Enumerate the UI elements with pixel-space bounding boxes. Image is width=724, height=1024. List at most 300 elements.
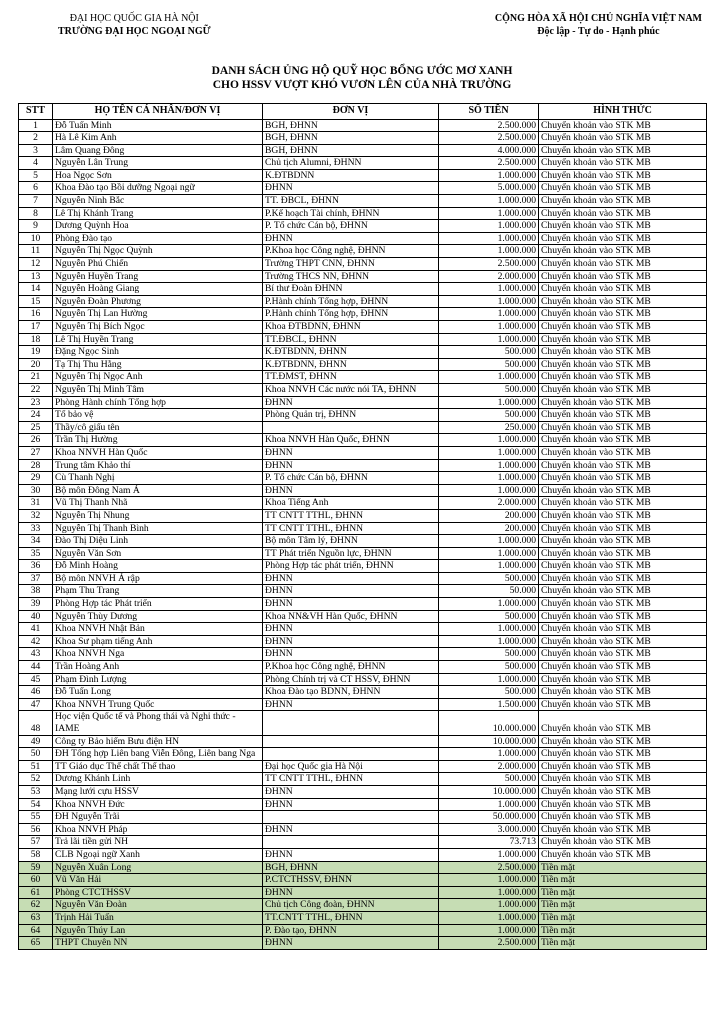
- cell-method: Chuyển khoản vào STK MB: [539, 572, 707, 585]
- table-row: [19, 157, 707, 170]
- table-row: [19, 333, 707, 346]
- cell-name: Khoa Sư phạm tiếng Anh: [53, 635, 263, 648]
- cell-name: Tổ bảo vệ: [53, 409, 263, 422]
- cell-method: Chuyển khoản vào STK MB: [539, 547, 707, 560]
- table-row: [19, 661, 707, 674]
- cell-stt: 10: [19, 232, 53, 245]
- cell-name: Nguyễn Thị Minh Tâm: [53, 383, 263, 396]
- cell-amount: 1.000.000: [439, 924, 539, 937]
- cell-unit: Trường THPT CNN, ĐHNN: [263, 258, 439, 271]
- national-title: CỘNG HÒA XÃ HỘI CHỦ NGHĨA VIỆT NAM: [494, 13, 702, 24]
- cell-unit: TT.CNTT TTHL, ĐHNN: [263, 911, 439, 924]
- table-row: [19, 308, 707, 321]
- cell-method: Chuyển khoản vào STK MB: [539, 748, 707, 761]
- cell-method: Chuyển khoản vào STK MB: [539, 735, 707, 748]
- cell-name: Vũ Thị Thanh Nhã: [53, 497, 263, 510]
- cell-name: Nguyễn Thị Ngọc Anh: [53, 371, 263, 384]
- cell-stt: 40: [19, 610, 53, 623]
- table-row: [19, 635, 707, 648]
- table-row: [19, 686, 707, 699]
- table-row: [19, 547, 707, 560]
- cell-stt: 20: [19, 358, 53, 371]
- table-row: [19, 748, 707, 761]
- table-row: [19, 207, 707, 220]
- cell-method: Chuyển khoản vào STK MB: [539, 119, 707, 132]
- cell-unit: Khoa NNVH Các nước nói TA, ĐHNN: [263, 383, 439, 396]
- cell-name: Đào Thị Diệu Linh: [53, 535, 263, 548]
- table-row: [19, 509, 707, 522]
- cell-name: Khoa NNVH Trung Quốc: [53, 698, 263, 711]
- cell-stt: 18: [19, 333, 53, 346]
- cell-stt: 17: [19, 321, 53, 334]
- cell-amount: 1.000.000: [439, 295, 539, 308]
- cell-amount: 1.000.000: [439, 484, 539, 497]
- cell-stt: 59: [19, 861, 53, 874]
- cell-amount: 1.000.000: [439, 635, 539, 648]
- cell-method: Chuyển khoản vào STK MB: [539, 333, 707, 346]
- cell-name: Khoa NNVH Pháp: [53, 823, 263, 836]
- cell-stt: 53: [19, 785, 53, 798]
- table-row: [19, 434, 707, 447]
- cell-name: Thầy/cô giấu tên: [53, 421, 263, 434]
- table-row: [19, 446, 707, 459]
- cell-amount: 73.713: [439, 836, 539, 849]
- table-row: [19, 924, 707, 937]
- cell-method: Chuyển khoản vào STK MB: [539, 409, 707, 422]
- cell-amount: 200.000: [439, 522, 539, 535]
- cell-unit: ĐHNN: [263, 446, 439, 459]
- cell-name: Nguyễn Văn Sơn: [53, 547, 263, 560]
- cell-amount: 1.000.000: [439, 560, 539, 573]
- page-title: [0, 65, 724, 92]
- cell-method: Chuyển khoản vào STK MB: [539, 220, 707, 233]
- cell-method: Chuyển khoản vào STK MB: [539, 295, 707, 308]
- cell-unit: Trường THCS NN, ĐHNN: [263, 270, 439, 283]
- cell-amount: 10.000.000: [439, 735, 539, 748]
- cell-name: Công ty Bảo hiểm Bưu điện HN: [53, 735, 263, 748]
- cell-amount: 2.500.000: [439, 132, 539, 145]
- table-row: [19, 459, 707, 472]
- cell-name: Khoa NNVH Nhật Bản: [53, 623, 263, 636]
- cell-unit: Phòng Quản trị, ĐHNN: [263, 409, 439, 422]
- cell-amount: 500.000: [439, 358, 539, 371]
- cell-unit: TT CNTT TTHL, ĐHNN: [263, 509, 439, 522]
- cell-method: Chuyển khoản vào STK MB: [539, 522, 707, 535]
- cell-method: Chuyển khoản vào STK MB: [539, 144, 707, 157]
- cell-method: Chuyển khoản vào STK MB: [539, 195, 707, 208]
- cell-unit: Khoa NN&VH Hàn Quốc, ĐHNN: [263, 610, 439, 623]
- cell-name: Nguyễn Thị Thanh Bình: [53, 522, 263, 535]
- cell-amount: 2.000.000: [439, 497, 539, 510]
- table-row: [19, 899, 707, 912]
- cell-name: Nguyễn Thị Bích Ngọc: [53, 321, 263, 334]
- cell-unit: ĐHNN: [263, 937, 439, 950]
- cell-stt: 55: [19, 811, 53, 824]
- table-row: [19, 785, 707, 798]
- cell-method: Chuyển khoản vào STK MB: [539, 798, 707, 811]
- cell-name: Nguyễn Lân Trung: [53, 157, 263, 170]
- cell-amount: 1.000.000: [439, 798, 539, 811]
- header-row: [19, 104, 707, 120]
- cell-amount: 500.000: [439, 409, 539, 422]
- cell-name: Lê Thị Huyền Trang: [53, 333, 263, 346]
- cell-stt: 2: [19, 132, 53, 145]
- cell-name: Nguyễn Thị Lan Hường: [53, 308, 263, 321]
- cell-stt: 35: [19, 547, 53, 560]
- table-row: [19, 346, 707, 359]
- cell-unit: ĐHNN: [263, 635, 439, 648]
- cell-amount: 1.000.000: [439, 748, 539, 761]
- column-header-amount: SỐ TIỀN: [439, 104, 539, 120]
- cell-name: Nguyễn Thùy Dương: [53, 610, 263, 623]
- table-row: [19, 773, 707, 786]
- cell-unit: Chủ tịch Alumni, ĐHNN: [263, 157, 439, 170]
- cell-method: Chuyển khoản vào STK MB: [539, 760, 707, 773]
- cell-amount: 1.000.000: [439, 371, 539, 384]
- cell-method: Tiền mặt: [539, 924, 707, 937]
- cell-amount: 50.000: [439, 585, 539, 598]
- cell-unit: Bí thư Đoàn ĐHNN: [263, 283, 439, 296]
- cell-stt: 12: [19, 258, 53, 271]
- cell-stt: 34: [19, 535, 53, 548]
- cell-unit: [263, 735, 439, 748]
- cell-amount: 1.000.000: [439, 195, 539, 208]
- issuer-parent: ĐẠI HỌC QUỐC GIA HÀ NỘI: [69, 13, 199, 24]
- cell-unit: P. Tổ chức Cán bộ, ĐHNN: [263, 220, 439, 233]
- cell-method: Chuyển khoản vào STK MB: [539, 459, 707, 472]
- table-row: [19, 421, 707, 434]
- cell-method: Chuyển khoản vào STK MB: [539, 610, 707, 623]
- cell-amount: 500.000: [439, 610, 539, 623]
- cell-method: Chuyển khoản vào STK MB: [539, 686, 707, 699]
- table-row: [19, 522, 707, 535]
- table-row: [19, 232, 707, 245]
- cell-unit: ĐHNN: [263, 182, 439, 195]
- table-row: [19, 911, 707, 924]
- cell-stt: 41: [19, 623, 53, 636]
- cell-unit: P. Đào tạo, ĐHNN: [263, 924, 439, 937]
- cell-method: Chuyển khoản vào STK MB: [539, 673, 707, 686]
- cell-unit: ĐHNN: [263, 484, 439, 497]
- cell-name: TT Giáo dục Thể chất Thể thao: [53, 760, 263, 773]
- cell-amount: 1.000.000: [439, 333, 539, 346]
- cell-unit: P.Khoa học Công nghệ, ĐHNN: [263, 661, 439, 674]
- cell-unit: P.Kế hoạch Tài chính, ĐHNN: [263, 207, 439, 220]
- cell-amount: 2.500.000: [439, 157, 539, 170]
- cell-method: Chuyển khoản vào STK MB: [539, 232, 707, 245]
- cell-stt: 32: [19, 509, 53, 522]
- cell-stt: 25: [19, 421, 53, 434]
- table-row: [19, 711, 707, 735]
- cell-method: Chuyển khoản vào STK MB: [539, 836, 707, 849]
- table-row: [19, 572, 707, 585]
- cell-unit: BGH, ĐHNN: [263, 861, 439, 874]
- cell-stt: 56: [19, 823, 53, 836]
- cell-method: Chuyển khoản vào STK MB: [539, 535, 707, 548]
- cell-amount: 500.000: [439, 383, 539, 396]
- cell-stt: 22: [19, 383, 53, 396]
- cell-unit: ĐHNN: [263, 785, 439, 798]
- table-row: [19, 585, 707, 598]
- cell-method: Chuyển khoản vào STK MB: [539, 446, 707, 459]
- cell-unit: [263, 836, 439, 849]
- cell-method: Chuyển khoản vào STK MB: [539, 371, 707, 384]
- cell-method: Chuyển khoản vào STK MB: [539, 245, 707, 258]
- cell-method: Chuyển khoản vào STK MB: [539, 169, 707, 182]
- cell-stt: 7: [19, 195, 53, 208]
- page-title-line-1: DANH SÁCH ỦNG HỘ QUỸ HỌC BỔNG ƯỚC MƠ XANH: [211, 65, 513, 77]
- cell-amount: 1.000.000: [439, 321, 539, 334]
- cell-amount: 3.000.000: [439, 823, 539, 836]
- cell-amount: 1.000.000: [439, 308, 539, 321]
- cell-stt: 54: [19, 798, 53, 811]
- cell-amount: 2.500.000: [439, 258, 539, 271]
- donor-table-body: [19, 119, 707, 949]
- cell-stt: 16: [19, 308, 53, 321]
- cell-name: Bộ môn Đông Nam Á: [53, 484, 263, 497]
- cell-amount: 2.000.000: [439, 760, 539, 773]
- cell-name: Phạm Đình Lượng: [53, 673, 263, 686]
- cell-name: Khoa Đào tạo Bồi dưỡng Ngoại ngữ: [53, 182, 263, 195]
- cell-unit: ĐHNN: [263, 623, 439, 636]
- cell-method: Chuyển khoản vào STK MB: [539, 560, 707, 573]
- cell-unit: [263, 811, 439, 824]
- cell-unit: K.ĐTBDNN, ĐHNN: [263, 346, 439, 359]
- cell-amount: 5.000.000: [439, 182, 539, 195]
- cell-stt: 39: [19, 598, 53, 611]
- cell-stt: 43: [19, 648, 53, 661]
- cell-stt: 44: [19, 661, 53, 674]
- page-title-line-2: CHO HSSV VƯỢT KHÓ VƯƠN LÊN CỦA NHÀ TRƯỜNG: [212, 78, 512, 91]
- cell-name: Bộ môn NNVH Ả rập: [53, 572, 263, 585]
- cell-stt: 52: [19, 773, 53, 786]
- cell-amount: 500.000: [439, 346, 539, 359]
- cell-name: Lê Thị Khánh Trang: [53, 207, 263, 220]
- cell-amount: 4.000.000: [439, 144, 539, 157]
- cell-unit: Đại học Quốc gia Hà Nội: [263, 760, 439, 773]
- cell-amount: 1.000.000: [439, 547, 539, 560]
- cell-stt: 57: [19, 836, 53, 849]
- cell-method: Chuyển khoản vào STK MB: [539, 711, 707, 735]
- cell-name: Phòng CTCTHSSV: [53, 886, 263, 899]
- cell-name: Đỗ Tuấn Minh: [53, 119, 263, 132]
- cell-name: ĐH Tổng hợp Liên bang Viễn Đông, Liên bang Nga: [53, 748, 263, 761]
- cell-amount: 1.000.000: [439, 459, 539, 472]
- cell-amount: 500.000: [439, 648, 539, 661]
- cell-unit: TT.ĐBCL, ĐHNN: [263, 333, 439, 346]
- table-row: [19, 321, 707, 334]
- cell-method: Chuyển khoản vào STK MB: [539, 823, 707, 836]
- cell-stt: 51: [19, 760, 53, 773]
- cell-amount: 1.000.000: [439, 446, 539, 459]
- cell-unit: [263, 711, 439, 735]
- cell-stt: 58: [19, 848, 53, 861]
- cell-method: Chuyển khoản vào STK MB: [539, 434, 707, 447]
- cell-method: Tiền mặt: [539, 911, 707, 924]
- cell-stt: 9: [19, 220, 53, 233]
- table-row: [19, 811, 707, 824]
- document-header: [0, 13, 724, 38]
- cell-method: Tiền mặt: [539, 861, 707, 874]
- cell-amount: 1.000.000: [439, 232, 539, 245]
- cell-stt: 11: [19, 245, 53, 258]
- cell-stt: 8: [19, 207, 53, 220]
- national-motto-block: [495, 13, 702, 38]
- table-row: [19, 169, 707, 182]
- column-header-unit: ĐƠN VỊ: [263, 104, 439, 120]
- cell-stt: 46: [19, 686, 53, 699]
- cell-method: Chuyển khoản vào STK MB: [539, 598, 707, 611]
- cell-method: Chuyển khoản vào STK MB: [539, 321, 707, 334]
- cell-name: Nguyễn Huyền Trang: [53, 270, 263, 283]
- cell-method: Tiền mặt: [539, 886, 707, 899]
- cell-amount: 200.000: [439, 509, 539, 522]
- cell-name: Trịnh Hải Tuấn: [53, 911, 263, 924]
- cell-amount: 2.500.000: [439, 119, 539, 132]
- cell-stt: 24: [19, 409, 53, 422]
- cell-unit: ĐHNN: [263, 823, 439, 836]
- donor-table: [18, 103, 707, 950]
- cell-stt: 14: [19, 283, 53, 296]
- cell-method: Chuyển khoản vào STK MB: [539, 635, 707, 648]
- table-row: [19, 535, 707, 548]
- cell-stt: 19: [19, 346, 53, 359]
- cell-name: ĐH Nguyễn Trãi: [53, 811, 263, 824]
- cell-amount: 1.000.000: [439, 245, 539, 258]
- cell-name: Đặng Ngọc Sinh: [53, 346, 263, 359]
- cell-name: Cù Thanh Nghị: [53, 472, 263, 485]
- cell-name: Trần Hoàng Anh: [53, 661, 263, 674]
- table-row: [19, 472, 707, 485]
- cell-method: Chuyển khoản vào STK MB: [539, 661, 707, 674]
- table-row: [19, 698, 707, 711]
- cell-stt: 60: [19, 874, 53, 887]
- cell-unit: Khoa NNVH Hàn Quốc, ĐHNN: [263, 434, 439, 447]
- cell-name: CLB Ngoại ngữ Xanh: [53, 848, 263, 861]
- cell-stt: 64: [19, 924, 53, 937]
- table-row: [19, 598, 707, 611]
- table-row: [19, 283, 707, 296]
- cell-stt: 28: [19, 459, 53, 472]
- cell-amount: 500.000: [439, 572, 539, 585]
- table-row: [19, 735, 707, 748]
- table-row: [19, 245, 707, 258]
- cell-unit: ĐHNN: [263, 598, 439, 611]
- cell-amount: 10.000.000: [439, 785, 539, 798]
- cell-unit: P. Tổ chức Cán bộ, ĐHNN: [263, 472, 439, 485]
- table-row: [19, 270, 707, 283]
- cell-method: Tiền mặt: [539, 937, 707, 950]
- table-row: [19, 295, 707, 308]
- cell-unit: TT.ĐMST, ĐHNN: [263, 371, 439, 384]
- cell-amount: 250.000: [439, 421, 539, 434]
- cell-stt: 62: [19, 899, 53, 912]
- cell-method: Chuyển khoản vào STK MB: [539, 811, 707, 824]
- table-row: [19, 132, 707, 145]
- cell-amount: 1.500.000: [439, 698, 539, 711]
- table-row: [19, 484, 707, 497]
- table-row: [19, 937, 707, 950]
- cell-name: Khoa NNVH Hàn Quốc: [53, 446, 263, 459]
- cell-unit: TT CNTT TTHL, ĐHNN: [263, 773, 439, 786]
- cell-name: Đỗ Tuấn Long: [53, 686, 263, 699]
- cell-method: Chuyển khoản vào STK MB: [539, 698, 707, 711]
- cell-name: Hà Lê Kim Anh: [53, 132, 263, 145]
- cell-stt: 50: [19, 748, 53, 761]
- cell-amount: 1.000.000: [439, 283, 539, 296]
- cell-name: Hoa Ngọc Sơn: [53, 169, 263, 182]
- table-row: [19, 836, 707, 849]
- cell-method: Chuyển khoản vào STK MB: [539, 509, 707, 522]
- column-header-method: HÌNH THỨC: [539, 104, 707, 120]
- table-row: [19, 119, 707, 132]
- cell-amount: 1.000.000: [439, 396, 539, 409]
- donor-table-header: [19, 104, 707, 120]
- cell-amount: 500.000: [439, 773, 539, 786]
- cell-unit: [263, 748, 439, 761]
- table-row: [19, 258, 707, 271]
- table-row: [19, 886, 707, 899]
- cell-amount: 500.000: [439, 686, 539, 699]
- cell-amount: 2.500.000: [439, 861, 539, 874]
- cell-method: Chuyển khoản vào STK MB: [539, 773, 707, 786]
- cell-unit: ĐHNN: [263, 886, 439, 899]
- cell-stt: 23: [19, 396, 53, 409]
- cell-name: Dương Khánh Linh: [53, 773, 263, 786]
- table-row: [19, 383, 707, 396]
- cell-stt: 49: [19, 735, 53, 748]
- cell-unit: BGH, ĐHNN: [263, 144, 439, 157]
- cell-stt: 37: [19, 572, 53, 585]
- cell-amount: 1.000.000: [439, 899, 539, 912]
- cell-name: Khoa NNVH Nga: [53, 648, 263, 661]
- cell-name: Khoa NNVH Đức: [53, 798, 263, 811]
- table-row: [19, 195, 707, 208]
- cell-amount: 1.000.000: [439, 169, 539, 182]
- cell-method: Tiền mặt: [539, 874, 707, 887]
- cell-amount: 2.000.000: [439, 270, 539, 283]
- cell-amount: 1.000.000: [439, 848, 539, 861]
- table-row: [19, 874, 707, 887]
- cell-method: Chuyển khoản vào STK MB: [539, 182, 707, 195]
- cell-unit: K.ĐTBDNN: [263, 169, 439, 182]
- cell-name: Mạng lưới cựu HSSV: [53, 785, 263, 798]
- cell-unit: TT. ĐBCL, ĐHNN: [263, 195, 439, 208]
- cell-amount: 50.000.000: [439, 811, 539, 824]
- cell-unit: ĐHNN: [263, 459, 439, 472]
- table-row: [19, 396, 707, 409]
- cell-amount: 10.000.000: [439, 711, 539, 735]
- cell-name: Nguyễn Xuân Long: [53, 861, 263, 874]
- cell-unit: Khoa Đào tạo BDNN, ĐHNN: [263, 686, 439, 699]
- cell-unit: TT CNTT TTHL, ĐHNN: [263, 522, 439, 535]
- cell-unit: Khoa ĐTBDNN, ĐHNN: [263, 321, 439, 334]
- cell-name: Phạm Thu Trang: [53, 585, 263, 598]
- cell-name: Phòng Hành chính Tổng hợp: [53, 396, 263, 409]
- table-row: [19, 623, 707, 636]
- table-row: [19, 848, 707, 861]
- cell-stt: 26: [19, 434, 53, 447]
- cell-name: Nguyễn Đoàn Phương: [53, 295, 263, 308]
- cell-name: Nguyễn Thúy Lan: [53, 924, 263, 937]
- cell-method: Chuyển khoản vào STK MB: [539, 308, 707, 321]
- cell-unit: ĐHNN: [263, 396, 439, 409]
- cell-stt: 38: [19, 585, 53, 598]
- cell-name: Phòng Hợp tác Phát triển: [53, 598, 263, 611]
- cell-amount: 1.000.000: [439, 886, 539, 899]
- cell-name: Nguyễn Hoàng Giang: [53, 283, 263, 296]
- cell-unit: Bộ môn Tâm lý, ĐHNN: [263, 535, 439, 548]
